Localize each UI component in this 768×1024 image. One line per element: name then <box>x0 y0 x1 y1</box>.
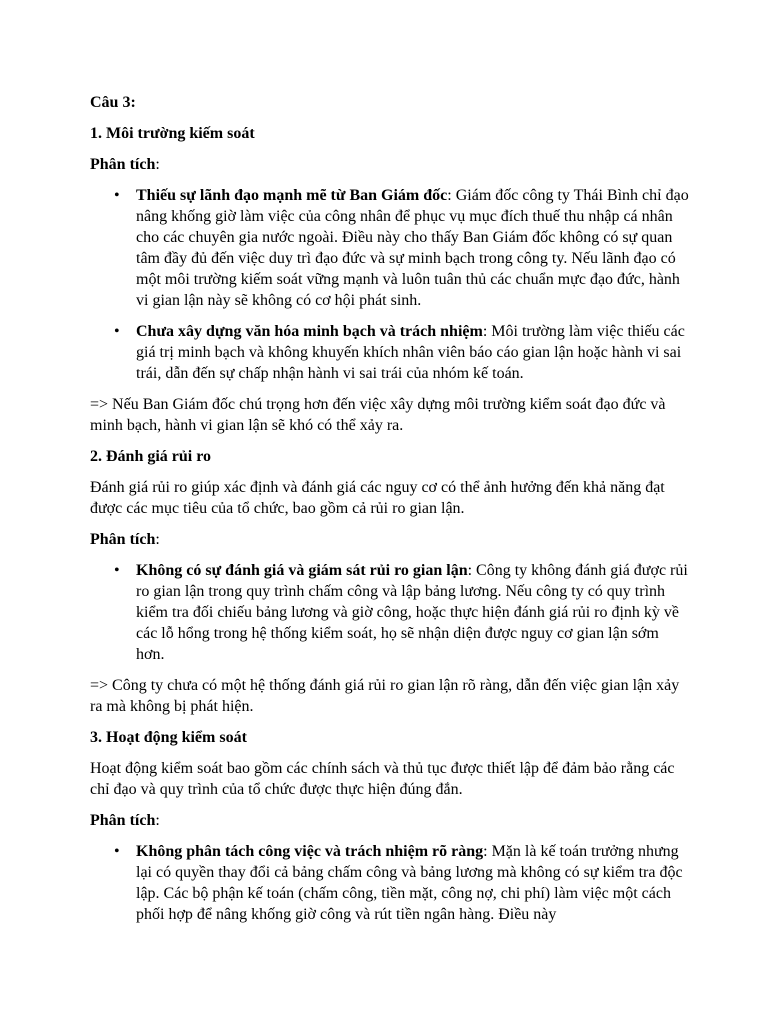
analysis-colon: : <box>155 531 160 548</box>
document-page <box>90 92 690 935</box>
bullet-icon: • <box>114 323 120 340</box>
analysis-label: Phân tích <box>90 531 156 548</box>
section-2-bullet-list <box>90 560 690 665</box>
section-1-heading: 1. Môi trường kiếm soát <box>90 125 255 142</box>
section-2-heading: 2. Đánh giá rủi ro <box>90 448 212 465</box>
item-text: : Môi trường làm việc thiếu các giá trị minh bạch và không khuyến khích nhân viên báo cáo gian lận hoặc hành vi sai trái, dẫn đến sự chấp nhận hành vi sai trái của nhóm kế toán. <box>136 323 685 382</box>
item-title: Thiếu sự lãnh đạo mạnh mẽ từ Ban Giám đốc <box>136 187 448 204</box>
list-item <box>114 560 690 665</box>
section-3-bullet-list <box>90 841 690 925</box>
bullet-icon: • <box>114 843 120 860</box>
section-2-conclusion: => Công ty chưa có một hệ thống đánh giá rủi ro gian lận rõ ràng, dẫn đến việc gian lận xảy ra mà không bị phát hiện. <box>90 677 680 715</box>
item-title: Không phân tách công việc và trách nhiệm rõ ràng <box>136 843 484 860</box>
bullet-icon: • <box>114 562 120 579</box>
analysis-colon: : <box>155 156 160 173</box>
section-1-conclusion: => Nếu Ban Giám đốc chú trọng hơn đến việc xây dựng môi trường kiểm soát đạo đức và minh bạch, hành vi gian lận sẽ khó có thể xảy ra. <box>90 396 666 434</box>
item-title: Không có sự đánh giá và giám sát rủi ro gian lận <box>136 562 468 579</box>
item-title: Chưa xây dựng văn hóa minh bạch và trách nhiệm <box>136 323 483 340</box>
bullet-icon: • <box>114 187 120 204</box>
section-1-bullet-list <box>90 185 690 384</box>
item-text: : Giám đốc công ty Thái Bình chỉ đạo nâng khống giờ làm việc của công nhân để phục vụ mục đích thuế thu nhập cá nhân cho các chuyên gia nước ngoài. Điều này cho thấy Ban Giám đốc không có sự quan tâm đầy đủ đến việc duy trì đạo đức và sự minh bạch trong công ty. Nếu lãnh đạo có một môi trường kiếm soát vững mạnh và luôn tuân thủ các chuẩn mực đạo đức, hành vi gian lận này sẽ không có cơ hội phát sinh. <box>136 187 689 309</box>
item-text: : Công ty không đánh giá được rủi ro gian lận trong quy trình chấm công và lập bảng lương. Nếu công ty có quy trình kiểm tra đối chiếu bảng lương và giờ công, hoặc thực hiện đánh giá rủi ro định kỳ về các lỗ hổng trong hệ thống kiểm soát, họ sẽ nhận diện được nguy cơ gian lận sớm hơn. <box>136 562 688 663</box>
item-text: : Mặn là kế toán trưởng nhưng lại có quyền thay đổi cả bảng chấm công và bảng lương mà không có sự kiểm tra độc lập. Các bộ phận kế toán (chấm công, tiền mặt, công nợ, chi phí) làm việc một cách phối hợp để nâng khống giờ công và rút tiền ngân hàng. Điều này <box>136 843 683 923</box>
section-1-analysis-line <box>90 154 690 175</box>
section-3-heading: 3. Hoạt động kiểm soát <box>90 729 247 746</box>
list-item <box>114 841 690 925</box>
section-2-analysis-line <box>90 529 690 550</box>
analysis-label: Phân tích <box>90 156 156 173</box>
question-heading: Câu 3: <box>90 94 136 111</box>
section-3-analysis-line <box>90 810 690 831</box>
section-2-intro: Đánh giá rủi ro giúp xác định và đánh giá các nguy cơ có thể ảnh hưởng đến khả năng đạt được các mục tiêu của tổ chức, bao gồm cả rủi ro gian lận. <box>90 479 665 517</box>
list-item <box>114 321 690 384</box>
analysis-colon: : <box>155 812 160 829</box>
analysis-label: Phân tích <box>90 812 156 829</box>
section-3-intro: Hoạt động kiểm soát bao gồm các chính sách và thủ tục được thiết lập để đảm bảo rằng các chỉ đạo và quy trình của tổ chức được thực hiện đúng đắn. <box>90 760 675 798</box>
list-item <box>114 185 690 311</box>
